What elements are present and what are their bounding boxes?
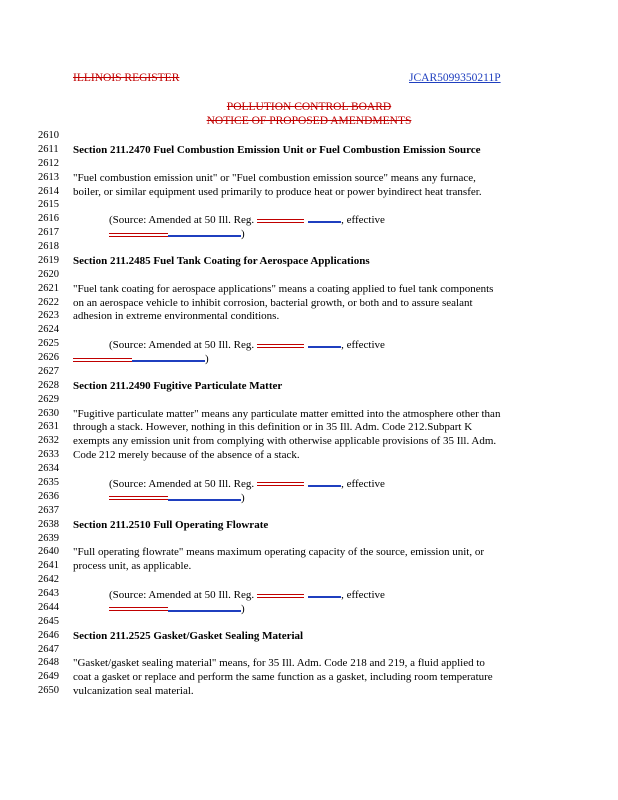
line-number: 2624 bbox=[38, 324, 59, 336]
document-line bbox=[38, 226, 598, 240]
document-line bbox=[38, 684, 598, 698]
inserted-blank bbox=[308, 476, 341, 487]
body-text: coat a gasket or replace and perform the same function as a gasket, including room temperature bbox=[73, 671, 493, 684]
document-line bbox=[38, 656, 598, 670]
line-number: 2610 bbox=[38, 130, 59, 141]
document-line bbox=[38, 545, 598, 559]
line-number: 2643 bbox=[38, 588, 59, 600]
line-number: 2621 bbox=[38, 282, 59, 294]
body-text: "Fugitive particulate matter" means any particulate matter emitted into the atmosphere other than bbox=[73, 407, 501, 420]
line-number: 2637 bbox=[38, 504, 59, 516]
line-number: 2628 bbox=[38, 379, 59, 391]
line-number: 2618 bbox=[38, 241, 59, 253]
line-number: 2626 bbox=[38, 352, 59, 364]
inserted-blank bbox=[308, 587, 341, 598]
line-number: 2635 bbox=[38, 477, 59, 488]
document-line bbox=[38, 379, 598, 393]
inserted-blank bbox=[168, 226, 241, 237]
document-line bbox=[38, 157, 598, 171]
line-number: 2645 bbox=[38, 615, 59, 627]
effective-text: , effective bbox=[341, 589, 385, 602]
document-line bbox=[38, 143, 598, 157]
effective-text: , effective bbox=[341, 214, 385, 227]
line-number: 2650 bbox=[38, 685, 59, 697]
close-paren: ) bbox=[241, 491, 245, 504]
line-number: 2620 bbox=[38, 268, 59, 280]
body-text: exempts any emission unit from complying with otherwise applicable provisions of 35 Ill. Adm. bbox=[73, 435, 497, 448]
line-number: 2636 bbox=[38, 490, 59, 502]
body-text: process unit, as applicable. bbox=[73, 560, 192, 573]
line-number: 2631 bbox=[38, 421, 59, 433]
close-paren: ) bbox=[241, 228, 245, 241]
document-line bbox=[38, 629, 598, 643]
document-line bbox=[38, 434, 598, 448]
line-number: 2641 bbox=[38, 560, 59, 572]
source-text: (Source: Amended at 50 Ill. Reg. bbox=[109, 214, 255, 227]
notice-title: NOTICE OF PROPOSED AMENDMENTS bbox=[206, 115, 412, 127]
line-number: 2612 bbox=[38, 157, 59, 169]
source-note bbox=[109, 587, 385, 602]
line-number: 2640 bbox=[38, 546, 59, 558]
document-line bbox=[38, 282, 598, 296]
line-number: 2647 bbox=[38, 643, 59, 655]
document-line bbox=[38, 407, 598, 421]
document-line bbox=[38, 532, 598, 546]
source-text: (Source: Amended at 50 Ill. Reg. bbox=[109, 339, 255, 352]
line-number: 2638 bbox=[38, 518, 59, 530]
document-line bbox=[38, 490, 598, 504]
line-number: 2644 bbox=[38, 601, 59, 613]
line-number: 2622 bbox=[38, 296, 59, 308]
body-text: vulcanization seal material. bbox=[73, 685, 194, 698]
source-note bbox=[109, 212, 385, 227]
source-note bbox=[109, 337, 385, 352]
document-line bbox=[38, 337, 598, 351]
source-text: (Source: Amended at 50 Ill. Reg. bbox=[109, 478, 255, 490]
body-text: boiler, or similar equipment used primarily to produce heat or power byindirect heat transfer. bbox=[73, 185, 482, 198]
register-name: ILLINOIS REGISTER bbox=[73, 72, 180, 84]
deleted-blank bbox=[73, 358, 132, 362]
line-number: 2611 bbox=[38, 143, 59, 155]
document-line bbox=[38, 185, 598, 199]
line-number: 2649 bbox=[38, 671, 59, 683]
source-note bbox=[109, 476, 385, 491]
document-line bbox=[38, 365, 598, 379]
document-line bbox=[38, 198, 598, 212]
inserted-blank bbox=[132, 351, 205, 362]
document-line bbox=[38, 212, 598, 226]
effective-text: , effective bbox=[341, 339, 385, 352]
close-paren: ) bbox=[205, 353, 209, 366]
line-number: 2630 bbox=[38, 407, 59, 419]
inserted-blank bbox=[308, 212, 341, 223]
line-number: 2615 bbox=[38, 199, 59, 211]
body-text: Code 212 merely because of the absence of a stack. bbox=[73, 449, 300, 462]
document-line bbox=[38, 309, 598, 323]
source-close bbox=[73, 351, 209, 366]
document-line bbox=[38, 476, 598, 490]
deleted-blank bbox=[109, 233, 168, 237]
document-line bbox=[38, 670, 598, 684]
document-line bbox=[38, 420, 598, 434]
deleted-blank bbox=[257, 219, 304, 223]
section-heading: Section 211.2485 Fuel Tank Coating for Aerospace Applications bbox=[73, 254, 370, 267]
line-number: 2639 bbox=[38, 532, 59, 544]
body-text: "Fuel tank coating for aerospace applications" means a coating applied to fuel tank components bbox=[73, 282, 494, 295]
document-line bbox=[38, 448, 598, 462]
line-number: 2616 bbox=[38, 213, 59, 225]
body-text: adhesion in extreme environmental conditions. bbox=[73, 310, 280, 323]
deleted-blank bbox=[109, 496, 168, 500]
line-number: 2629 bbox=[38, 393, 59, 405]
source-text: (Source: Amended at 50 Ill. Reg. bbox=[109, 589, 255, 602]
document-line bbox=[38, 615, 598, 629]
document-line bbox=[38, 643, 598, 657]
body-text: "Fuel combustion emission unit" or "Fuel combustion emission source" means any furnace, bbox=[73, 171, 476, 184]
deleted-blank bbox=[257, 482, 304, 486]
line-number: 2614 bbox=[38, 185, 59, 197]
agency-title: POLLUTION CONTROL BOARD bbox=[226, 101, 392, 113]
document-line bbox=[38, 462, 598, 476]
line-number: 2619 bbox=[38, 254, 59, 266]
document-line bbox=[38, 254, 598, 268]
body-text: through a stack. However, nothing in this definition or in 35 Ill. Adm. Code 212.Subpart K bbox=[73, 421, 473, 434]
document-line bbox=[38, 296, 598, 310]
document-line bbox=[38, 559, 598, 573]
deleted-blank bbox=[257, 594, 304, 598]
section-heading: Section 211.2510 Full Operating Flowrate bbox=[73, 518, 269, 531]
section-heading: Section 211.2525 Gasket/Gasket Sealing Material bbox=[73, 629, 304, 642]
source-close bbox=[109, 601, 245, 616]
body-text: "Full operating flowrate" means maximum operating capacity of the source, emission unit, or bbox=[73, 546, 484, 559]
body-text: on an aerospace vehicle to inhibit corrosion, bacterial growth, or both and to assure sealant bbox=[73, 296, 473, 309]
line-number: 2646 bbox=[38, 629, 59, 641]
section-heading: Section 211.2470 Fuel Combustion Emission Unit or Fuel Combustion Emission Source bbox=[73, 143, 481, 156]
document-line bbox=[38, 351, 598, 365]
document-line bbox=[38, 171, 598, 185]
line-number: 2625 bbox=[38, 338, 59, 350]
document-line bbox=[38, 268, 598, 282]
document-line bbox=[38, 518, 598, 532]
jcar-id-link[interactable]: JCAR5099350211P bbox=[409, 72, 501, 84]
document-line bbox=[38, 240, 598, 254]
document-line bbox=[38, 129, 598, 143]
deleted-blank bbox=[109, 607, 168, 611]
inserted-blank bbox=[168, 490, 241, 501]
deleted-blank bbox=[257, 344, 304, 348]
body-text: "Gasket/gasket sealing material" means, for 35 Ill. Adm. Code 218 and 219, a fluid applied to bbox=[73, 657, 485, 670]
line-number: 2613 bbox=[38, 171, 59, 183]
line-number: 2632 bbox=[38, 435, 59, 447]
document-line bbox=[38, 323, 598, 337]
document-line bbox=[38, 601, 598, 615]
line-number: 2617 bbox=[38, 227, 59, 239]
line-number: 2627 bbox=[38, 365, 59, 377]
effective-text: , effective bbox=[341, 478, 385, 490]
source-close bbox=[109, 490, 245, 505]
line-number: 2634 bbox=[38, 463, 59, 475]
section-heading: Section 211.2490 Fugitive Particulate Matter bbox=[73, 379, 283, 392]
inserted-blank bbox=[168, 601, 241, 612]
document-line bbox=[38, 587, 598, 601]
line-number: 2623 bbox=[38, 310, 59, 322]
document-line bbox=[38, 393, 598, 407]
close-paren: ) bbox=[241, 602, 245, 615]
line-number: 2642 bbox=[38, 574, 59, 586]
document-line bbox=[38, 573, 598, 587]
line-number: 2633 bbox=[38, 449, 59, 461]
document-line bbox=[38, 504, 598, 518]
line-number: 2648 bbox=[38, 657, 59, 669]
source-close bbox=[109, 226, 245, 241]
inserted-blank bbox=[308, 337, 341, 348]
